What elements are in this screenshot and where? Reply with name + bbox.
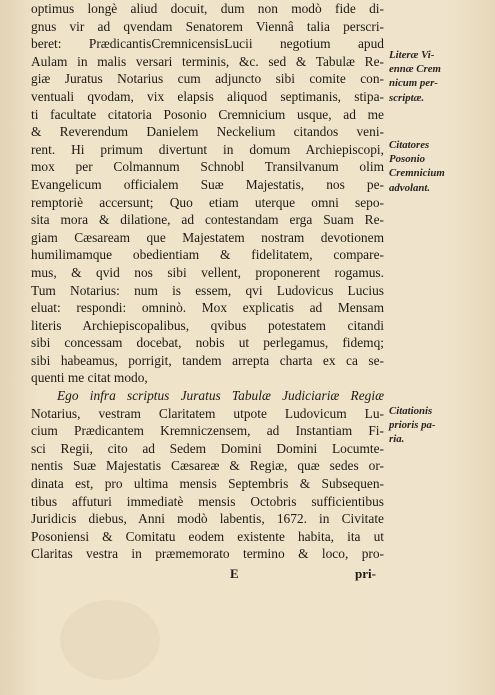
- margin-note-line: prioris pa-: [389, 419, 436, 432]
- text-line: gnus vir ad qvendam Senatorem Viennâ talia perscri-: [31, 18, 384, 34]
- text-line: sita mora & dilatione, ad contestandam erga Suam Re-: [31, 212, 384, 228]
- text-line: Evangelicum officialem Suæ Majestatis, nos pe-: [31, 176, 384, 192]
- margin-note-citationis: [389, 404, 493, 447]
- text-line: optimus longè aliud docuit, dum non modò fide di-: [31, 1, 384, 16]
- text-line: nentis Suæ Majestatis Cæsareæ & Regiæ, quæ sedes or-: [31, 458, 384, 474]
- margin-note-line: Posonio: [389, 153, 425, 166]
- paper-stain: [60, 600, 160, 680]
- text-line: dinata est, pro ultima mensis Septembris & Subsequen-: [31, 476, 384, 492]
- margin-note-citatores: [389, 138, 493, 195]
- text-line: sci Regii, cito ad Sedem Domini Domini Locumte-: [31, 440, 384, 456]
- margin-note-line: nicum per-: [389, 77, 438, 90]
- text-line: quenti me citat modo,: [31, 370, 148, 386]
- text-line: humilimamque obedientiam & fidelitatem, compare-: [31, 247, 384, 263]
- text-line: ti facultate citatoria Posonio Cremnicium usque, ad me: [31, 106, 384, 122]
- text-line: sibi concessam docebat, nobis ut perlegamus, fidemq;: [31, 335, 384, 351]
- margin-note-line: ria.: [389, 433, 405, 446]
- text-line: remptoriè accersunt; Quo etiam uterque omni sepo-: [31, 194, 384, 210]
- margin-note-literae: [389, 48, 493, 105]
- main-text-block: [31, 0, 384, 563]
- text-line: cium Prædicantem Kremniczensem, ad Instantiam Fi-: [31, 423, 384, 439]
- text-line: giam Cæsaream que Majestatem nostram devotionem: [31, 229, 384, 245]
- text-line: mox per Colmannum Schnobl Transilvanum olim: [31, 159, 384, 175]
- signature-mark: E: [230, 566, 239, 581]
- catchword: pri-: [355, 566, 376, 581]
- margin-note-line: Citatores: [389, 139, 430, 151]
- text-line: Posoniensi & Comitatu eodem existente habita, ita ut: [31, 528, 384, 544]
- text-line: mus, & qvid nos sibi vellent, proponerent rogamus.: [31, 264, 384, 280]
- text-line: literis Archiepiscopalibus, qvibus potestatem citandi: [31, 317, 384, 333]
- margin-note-line: Citationis: [389, 405, 433, 417]
- text-line: Claritas vestra in præmemorato termino & loco, pro-: [31, 546, 384, 562]
- text-line: ventuali qvodam, vix elapsis aliquod septimanis, stipa-: [31, 88, 384, 104]
- text-line: sibi habeamus, porrigit, tandem arrepta charta ex ca se-: [31, 352, 384, 368]
- text-line: Ego infra scriptus Juratus Tabulæ Judiciariæ Regiæ: [57, 388, 384, 404]
- text-line: tibus affuturi immediatè mensis Octobris sufficientibus: [31, 493, 384, 509]
- margin-note-line: advolant.: [389, 181, 431, 194]
- text-line: Tum Notarius: num is essem, qvi Ludovicus Lucius: [31, 282, 384, 298]
- margin-note-line: Cremnicium: [389, 167, 445, 180]
- text-line: eluat: respondi: omninò. Mox explicatis ad Mensam: [31, 300, 384, 316]
- margin-note-line: ennæ Crem: [389, 63, 441, 76]
- text-line: & Reverendum Danielem Neckelium citandos veni-: [31, 124, 384, 140]
- text-line: Aulam in malis versari terminis, &c. sed & Tabulæ Re-: [31, 53, 384, 69]
- margin-note-line: Literæ Vi-: [389, 49, 435, 61]
- text-line: beret: PrædicantisCremnicensisLucii negotium apud: [31, 36, 384, 52]
- text-line: Juridicis diebus, Anni modò labentis, 1672. in Civitate: [31, 511, 384, 527]
- text-line: rent. Hi primum divertunt in domum Archiepiscopi,: [31, 141, 384, 157]
- text-line: giæ Juratus Notarius cum adjuncto sibi comite con-: [31, 71, 384, 87]
- text-line: Notarius, vestram Claritatem utpote Ludovicum Lu-: [31, 405, 384, 421]
- margin-note-line: scriptæ.: [389, 91, 425, 104]
